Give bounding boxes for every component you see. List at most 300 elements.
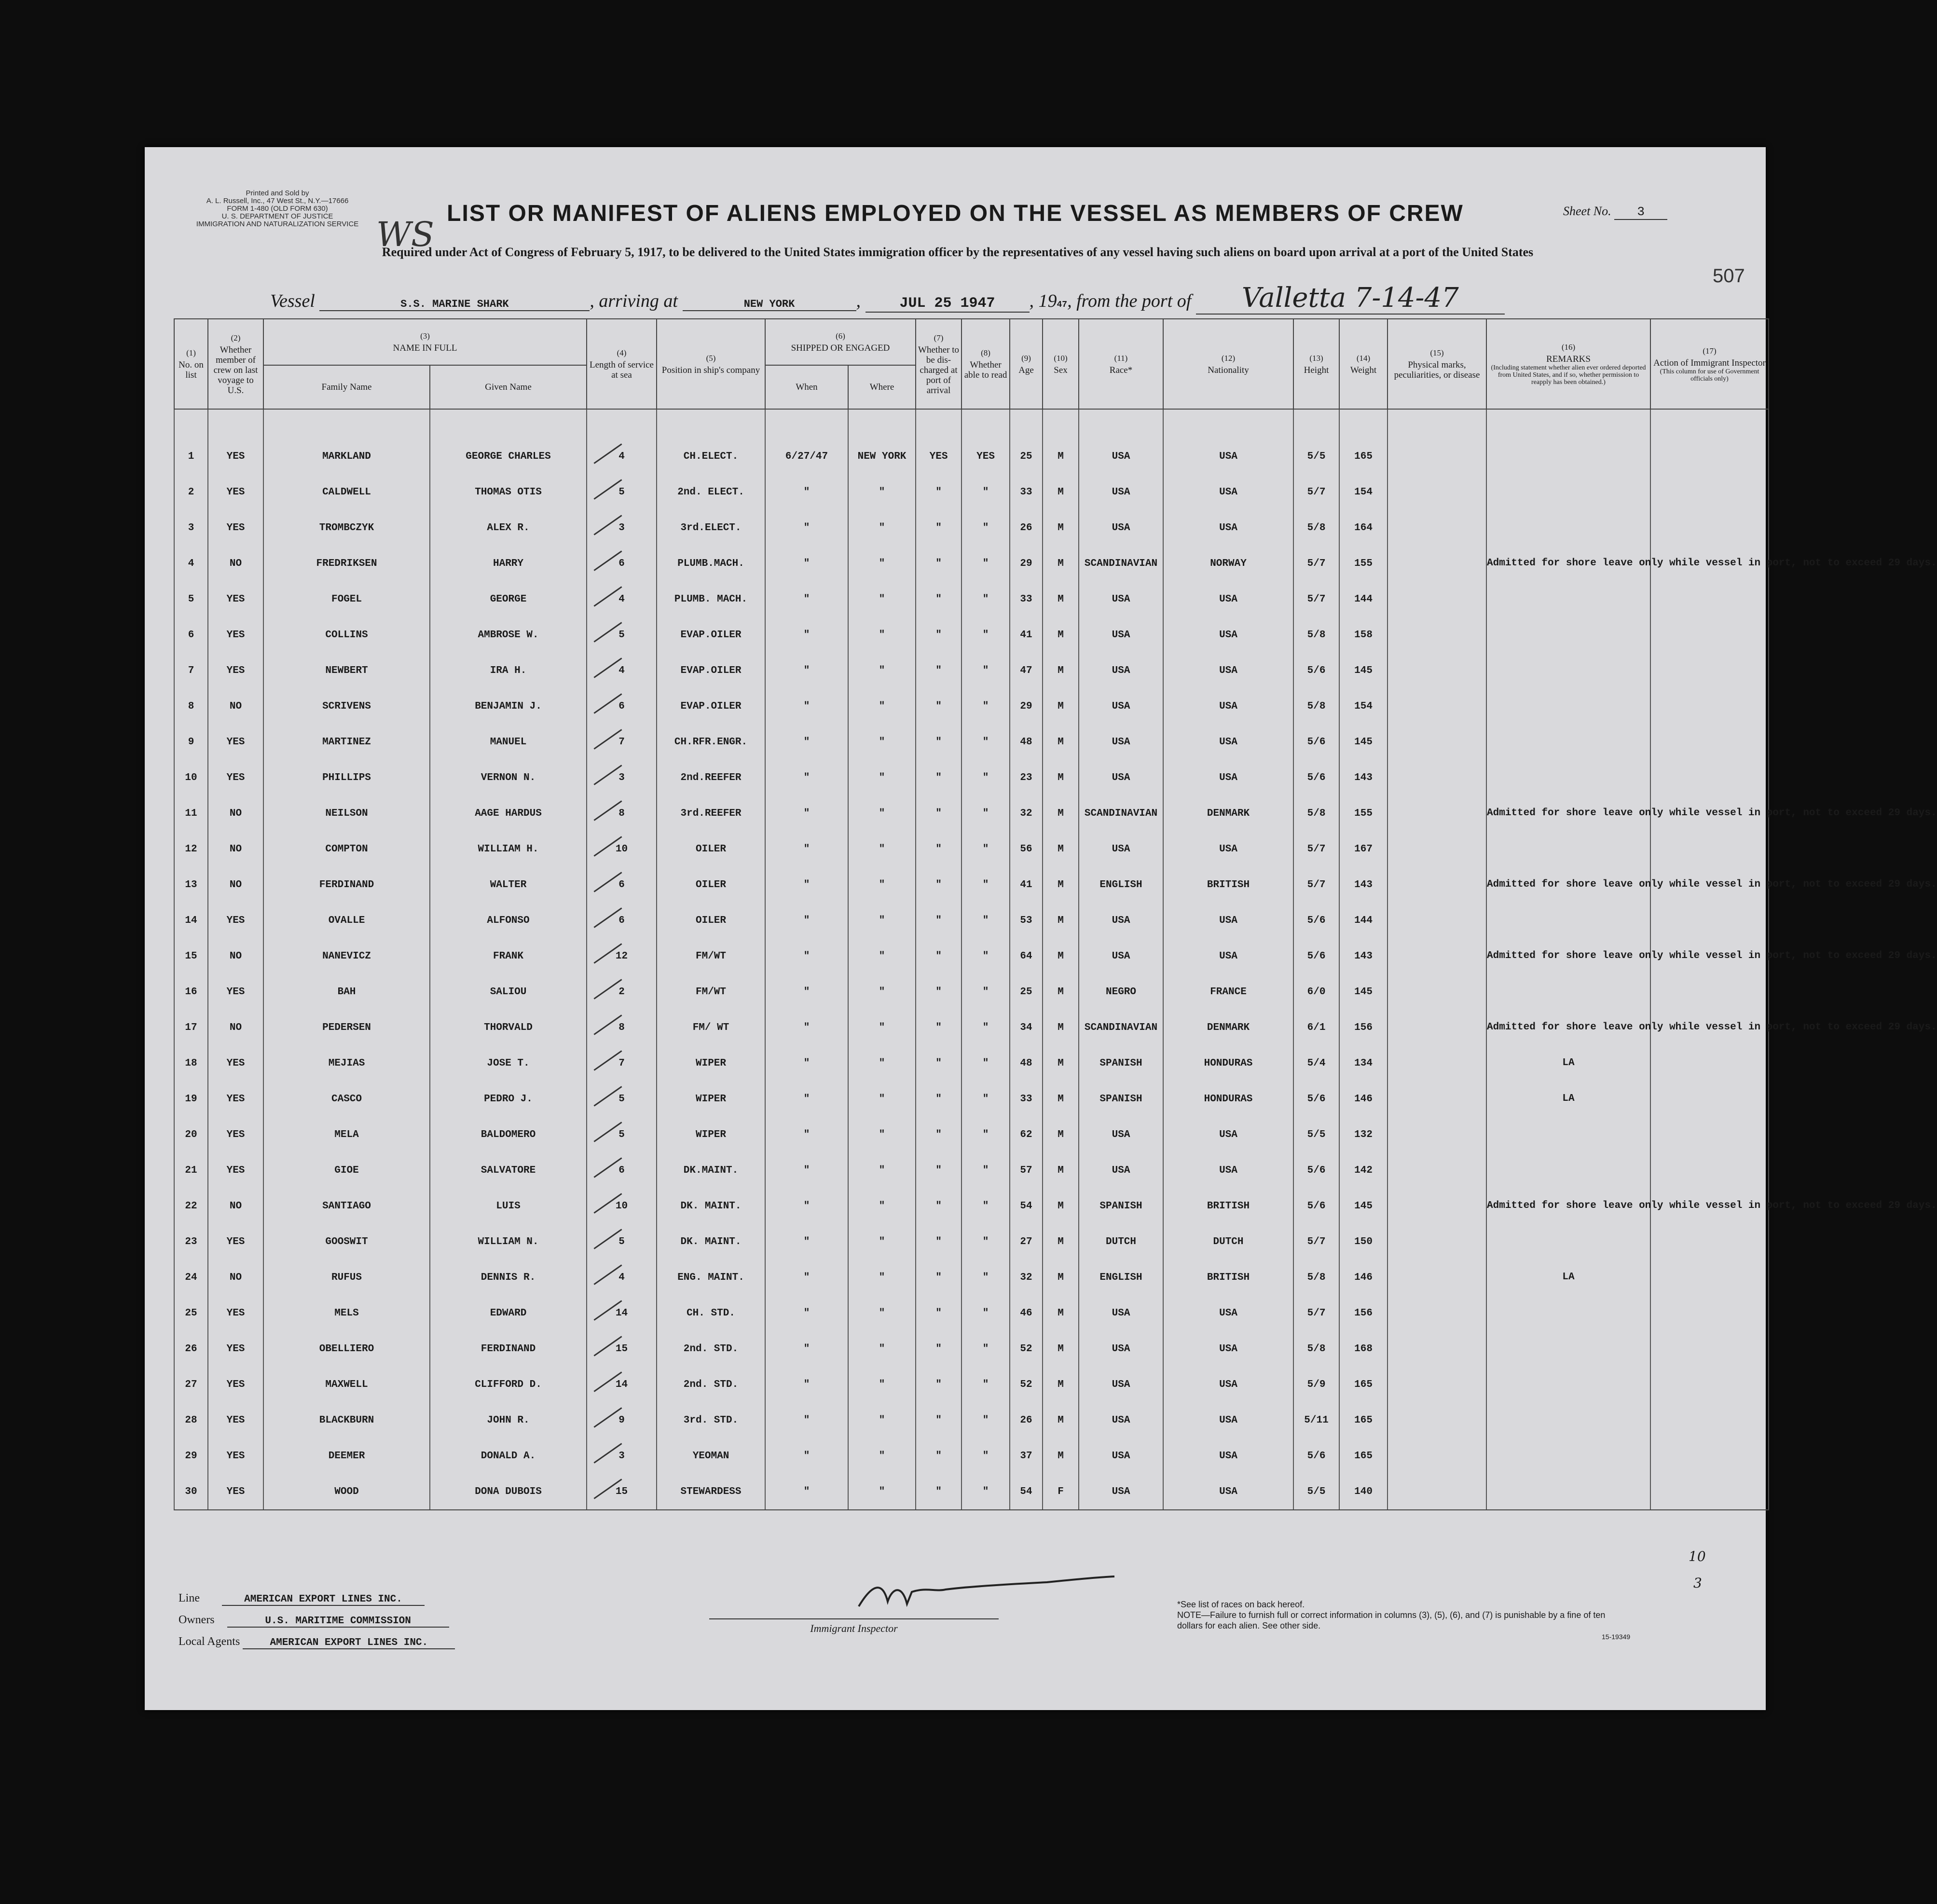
empty-cell — [1387, 760, 1486, 795]
crew-manifest-table — [174, 318, 1937, 1510]
col-header-length-service: (4) Length of service at sea — [587, 319, 657, 409]
cell-position: OILER — [657, 903, 765, 938]
cell-row-number: 18 — [174, 1045, 208, 1081]
cell-shipped-where: " — [848, 831, 916, 867]
cell-height: 5/11 — [1293, 1402, 1339, 1438]
cell-given-name: JOHN R. — [430, 1402, 587, 1438]
cell-length-service: 5 — [587, 617, 657, 653]
empty-cell — [1650, 653, 1769, 688]
cell-shipped-where: " — [848, 1367, 916, 1402]
cell-age: 29 — [1010, 546, 1043, 581]
cell-length-service: 9 — [587, 1402, 657, 1438]
cell-given-name: WALTER — [430, 867, 587, 903]
cell-sex: M — [1043, 438, 1079, 474]
empty-cell — [1387, 1010, 1486, 1045]
table-row — [174, 1010, 1769, 1045]
cell-age: 64 — [1010, 938, 1043, 974]
cell-position: 2nd. ELECT. — [657, 474, 765, 510]
cell-height: 6/0 — [1293, 974, 1339, 1010]
cell-weight: 165 — [1339, 1438, 1387, 1474]
tally-mark — [593, 1157, 622, 1178]
cell-able-read: " — [962, 1260, 1010, 1295]
tally-mark — [593, 693, 622, 714]
empty-cell — [1387, 1045, 1486, 1081]
vessel-name: S.S. MARINE SHARK — [319, 298, 590, 311]
cell-shipped-when: " — [765, 1152, 848, 1188]
cell-shipped-where: " — [848, 795, 916, 831]
cell-given-name: JOSE T. — [430, 1045, 587, 1081]
printer-line: U. S. DEPARTMENT OF JUSTICE — [221, 212, 333, 220]
cell-shipped-when: " — [765, 617, 848, 653]
cell-race: USA — [1079, 1331, 1163, 1367]
empty-cell — [1387, 1117, 1486, 1152]
cell-nationality: BRITISH — [1163, 1260, 1293, 1295]
cell-height: 5/6 — [1293, 903, 1339, 938]
empty-cell — [1387, 1188, 1486, 1224]
cell-last-voyage: YES — [208, 1295, 263, 1331]
tally-mark — [593, 765, 622, 785]
cell-remarks — [1486, 617, 1650, 653]
cell-shipped-where: " — [848, 1260, 916, 1295]
cell-nationality: USA — [1163, 1474, 1293, 1510]
cell-given-name: IRA H. — [430, 653, 587, 688]
cell-position: FM/ WT — [657, 1010, 765, 1045]
cell-sex: M — [1043, 1367, 1079, 1402]
cell-height: 5/8 — [1293, 795, 1339, 831]
cell-shipped-when: " — [765, 1474, 848, 1510]
sheet-number — [1563, 204, 1667, 220]
cell-height: 5/9 — [1293, 1367, 1339, 1402]
immigrant-inspector-label: Immigrant Inspector — [709, 1618, 999, 1635]
cell-position: 2nd.REEFER — [657, 760, 765, 795]
cell-age: 54 — [1010, 1474, 1043, 1510]
from-port: Valletta 7-14-47 — [1196, 282, 1505, 315]
cell-shipped-when: " — [765, 1331, 848, 1367]
cell-nationality: DUTCH — [1163, 1224, 1293, 1260]
cell-row-number: 2 — [174, 474, 208, 510]
cell-row-number: 26 — [174, 1331, 208, 1367]
cell-height: 5/8 — [1293, 688, 1339, 724]
cell-family-name: COMPTON — [263, 831, 430, 867]
footer-note — [1177, 1599, 1611, 1631]
tally-mark — [593, 515, 622, 535]
cell-position: STEWARDESS — [657, 1474, 765, 1510]
cell-shipped-when: " — [765, 546, 848, 581]
cell-discharged: " — [916, 1260, 962, 1295]
cell-nationality: HONDURAS — [1163, 1045, 1293, 1081]
cell-given-name: GEORGE — [430, 581, 587, 617]
tally-mark — [593, 443, 622, 464]
cell-family-name: COLLINS — [263, 617, 430, 653]
cell-sex: M — [1043, 1438, 1079, 1474]
cell-given-name: DENNIS R. — [430, 1260, 587, 1295]
empty-cell — [1387, 1474, 1486, 1510]
cell-row-number: 5 — [174, 581, 208, 617]
cell-discharged: " — [916, 974, 962, 1010]
tally-mark — [593, 1407, 622, 1428]
cell-age: 52 — [1010, 1367, 1043, 1402]
cell-last-voyage: YES — [208, 1117, 263, 1152]
printer-line: A. L. Russell, Inc., 47 West St., N.Y.—17666 — [206, 197, 349, 205]
cell-row-number: 24 — [174, 1260, 208, 1295]
agents-label: Local Agents — [179, 1635, 240, 1648]
cell-height: 5/6 — [1293, 1152, 1339, 1188]
cell-given-name: BALDOMERO — [430, 1117, 587, 1152]
cell-last-voyage: NO — [208, 831, 263, 867]
cell-family-name: BAH — [263, 974, 430, 1010]
table-row — [174, 1295, 1769, 1331]
cell-nationality: USA — [1163, 831, 1293, 867]
cell-length-service: 8 — [587, 1010, 657, 1045]
cell-position: 2nd. STD. — [657, 1331, 765, 1367]
cell-row-number: 4 — [174, 546, 208, 581]
cell-last-voyage: YES — [208, 474, 263, 510]
cell-weight: 145 — [1339, 653, 1387, 688]
cell-weight: 146 — [1339, 1081, 1387, 1117]
cell-able-read: " — [962, 546, 1010, 581]
cell-family-name: OVALLE — [263, 903, 430, 938]
cell-discharged: " — [916, 474, 962, 510]
arriving-port: NEW YORK — [683, 298, 856, 311]
cell-length-service: 3 — [587, 1438, 657, 1474]
empty-cell — [1387, 1331, 1486, 1367]
cell-discharged: " — [916, 1402, 962, 1438]
cell-row-number: 27 — [174, 1367, 208, 1402]
cell-height: 5/7 — [1293, 1224, 1339, 1260]
cell-shipped-when: " — [765, 1367, 848, 1402]
empty-cell — [1650, 1295, 1769, 1331]
cell-race: SPANISH — [1079, 1045, 1163, 1081]
cell-length-service: 3 — [587, 760, 657, 795]
cell-age: 56 — [1010, 831, 1043, 867]
table-header — [174, 319, 1769, 409]
cell-discharged: " — [916, 1331, 962, 1367]
cell-last-voyage: YES — [208, 617, 263, 653]
cell-race: USA — [1079, 1152, 1163, 1188]
cell-race: SCANDINAVIAN — [1079, 546, 1163, 581]
empty-cell — [1387, 1260, 1486, 1295]
from-port-label: , from the port of — [1067, 291, 1192, 311]
table-row — [174, 474, 1769, 510]
cell-race: SCANDINAVIAN — [1079, 1010, 1163, 1045]
cell-row-number: 28 — [174, 1402, 208, 1438]
cell-length-service: 6 — [587, 1152, 657, 1188]
col-header-when: When — [765, 365, 848, 409]
cell-height: 5/5 — [1293, 1474, 1339, 1510]
cell-given-name: ALEX R. — [430, 510, 587, 546]
cell-discharged: " — [916, 1224, 962, 1260]
cell-discharged: " — [916, 653, 962, 688]
cell-discharged: " — [916, 546, 962, 581]
cell-shipped-when: " — [765, 795, 848, 831]
cell-nationality: USA — [1163, 581, 1293, 617]
footer-line — [179, 1592, 425, 1606]
empty-cell — [1650, 1367, 1769, 1402]
cell-age: 47 — [1010, 653, 1043, 688]
cell-family-name: MARKLAND — [263, 438, 430, 474]
cell-sex: M — [1043, 1224, 1079, 1260]
cell-sex: M — [1043, 1331, 1079, 1367]
cell-shipped-where: " — [848, 1474, 916, 1510]
cell-sex: M — [1043, 831, 1079, 867]
cell-last-voyage: YES — [208, 760, 263, 795]
cell-family-name: FREDRIKSEN — [263, 546, 430, 581]
cell-family-name: MELS — [263, 1295, 430, 1331]
printer-line: FORM 1-480 (OLD FORM 630) — [227, 205, 328, 213]
cell-family-name: FERDINAND — [263, 867, 430, 903]
table-row — [174, 903, 1769, 938]
cell-race: USA — [1079, 938, 1163, 974]
cell-shipped-where: " — [848, 1224, 916, 1260]
cell-weight: 145 — [1339, 1188, 1387, 1224]
cell-row-number: 12 — [174, 831, 208, 867]
tally-mark — [593, 1050, 622, 1071]
cell-row-number: 16 — [174, 974, 208, 1010]
cell-weight: 145 — [1339, 724, 1387, 760]
cell-shipped-where: " — [848, 1438, 916, 1474]
cell-weight: 156 — [1339, 1010, 1387, 1045]
cell-last-voyage: NO — [208, 1260, 263, 1295]
cell-shipped-when: " — [765, 867, 848, 903]
cell-sex: M — [1043, 474, 1079, 510]
cell-position: DK. MAINT. — [657, 1188, 765, 1224]
cell-race: USA — [1079, 581, 1163, 617]
cell-shipped-where: " — [848, 1331, 916, 1367]
cell-shipped-where: " — [848, 617, 916, 653]
cell-race: SCANDINAVIAN — [1079, 795, 1163, 831]
cell-discharged: YES — [916, 438, 962, 474]
empty-cell — [1387, 1438, 1486, 1474]
cell-able-read: " — [962, 581, 1010, 617]
cell-height: 5/8 — [1293, 1331, 1339, 1367]
cell-length-service: 6 — [587, 688, 657, 724]
table-row — [174, 1402, 1769, 1438]
footer-agents — [179, 1635, 455, 1649]
table-row — [174, 724, 1769, 760]
empty-cell — [1650, 760, 1769, 795]
inspector-initials: WS — [376, 215, 434, 254]
cell-remarks — [1486, 1295, 1650, 1331]
tally-mark — [593, 836, 622, 857]
cell-shipped-where: " — [848, 581, 916, 617]
cell-able-read: " — [962, 938, 1010, 974]
col-header-physical-marks: (15) Physical marks, peculiarities, or disease — [1387, 319, 1486, 409]
cell-position: YEOMAN — [657, 1438, 765, 1474]
empty-cell — [1387, 1224, 1486, 1260]
cell-shipped-where: " — [848, 938, 916, 974]
cell-discharged: " — [916, 617, 962, 653]
cell-last-voyage: YES — [208, 974, 263, 1010]
cell-race: USA — [1079, 724, 1163, 760]
table-row — [174, 546, 1769, 581]
col-header-name: (3) NAME IN FULL — [263, 319, 587, 365]
cell-shipped-where: NEW YORK — [848, 438, 916, 474]
cell-row-number: 20 — [174, 1117, 208, 1152]
cell-race: DUTCH — [1079, 1224, 1163, 1260]
cell-height: 5/7 — [1293, 1295, 1339, 1331]
cell-weight: 146 — [1339, 1260, 1387, 1295]
cell-row-number: 7 — [174, 653, 208, 688]
arrival-date-stamp: JUL 25 1947 — [865, 295, 1030, 313]
table-row — [174, 1045, 1769, 1081]
cell-last-voyage: YES — [208, 1081, 263, 1117]
cell-height: 5/6 — [1293, 653, 1339, 688]
empty-cell — [1387, 688, 1486, 724]
cell-able-read: " — [962, 903, 1010, 938]
cell-able-read: " — [962, 795, 1010, 831]
empty-cell — [1387, 1081, 1486, 1117]
cell-length-service: 8 — [587, 795, 657, 831]
cell-height: 5/8 — [1293, 510, 1339, 546]
cell-discharged: " — [916, 724, 962, 760]
cell-shipped-where: " — [848, 1045, 916, 1081]
cell-nationality: USA — [1163, 724, 1293, 760]
table-row — [174, 974, 1769, 1010]
cell-family-name: DEEMER — [263, 1438, 430, 1474]
cell-row-number: 9 — [174, 724, 208, 760]
cell-family-name: GOOSWIT — [263, 1224, 430, 1260]
empty-cell — [1650, 1045, 1769, 1081]
table-row — [174, 510, 1769, 546]
tally-mark — [593, 550, 622, 571]
cell-row-number: 30 — [174, 1474, 208, 1510]
cell-row-number: 15 — [174, 938, 208, 974]
col-header-nationality: (12) Nationality — [1163, 319, 1293, 409]
cell-family-name: CALDWELL — [263, 474, 430, 510]
cell-age: 29 — [1010, 688, 1043, 724]
cell-age: 48 — [1010, 724, 1043, 760]
table-row — [174, 795, 1769, 831]
cell-weight: 155 — [1339, 795, 1387, 831]
cell-weight: 165 — [1339, 1367, 1387, 1402]
empty-cell — [1650, 1260, 1769, 1295]
cell-discharged: " — [916, 1010, 962, 1045]
cell-able-read: " — [962, 1402, 1010, 1438]
cell-given-name: EDWARD — [430, 1295, 587, 1331]
cell-age: 41 — [1010, 617, 1043, 653]
cell-sex: M — [1043, 1260, 1079, 1295]
cell-weight: 167 — [1339, 831, 1387, 867]
cell-length-service: 15 — [587, 1331, 657, 1367]
cell-shipped-where: " — [848, 724, 916, 760]
cell-last-voyage: NO — [208, 938, 263, 974]
cell-shipped-where: " — [848, 1081, 916, 1117]
cell-given-name: MANUEL — [430, 724, 587, 760]
empty-cell — [1387, 1295, 1486, 1331]
empty-cell — [1650, 1402, 1769, 1438]
cell-race: USA — [1079, 474, 1163, 510]
table-body — [174, 409, 1937, 1510]
cell-discharged: " — [916, 688, 962, 724]
cell-discharged: " — [916, 867, 962, 903]
cell-weight: 144 — [1339, 903, 1387, 938]
cell-weight: 143 — [1339, 867, 1387, 903]
cell-discharged: " — [916, 795, 962, 831]
empty-cell — [1387, 1152, 1486, 1188]
cell-given-name: AMBROSE W. — [430, 617, 587, 653]
cell-remarks — [1486, 474, 1650, 510]
cell-discharged: " — [916, 510, 962, 546]
arriving-label: , arriving at — [590, 291, 678, 311]
cell-age: 41 — [1010, 867, 1043, 903]
cell-last-voyage: YES — [208, 1367, 263, 1402]
cell-height: 5/8 — [1293, 617, 1339, 653]
cell-position: 2nd. STD. — [657, 1367, 765, 1402]
cell-position: WIPER — [657, 1081, 765, 1117]
cell-discharged: " — [916, 1188, 962, 1224]
cell-able-read: " — [962, 1117, 1010, 1152]
tally-mark — [593, 1193, 622, 1214]
cell-nationality: NORWAY — [1163, 546, 1293, 581]
tally-mark — [593, 1229, 622, 1249]
cell-remarks — [1486, 1152, 1650, 1188]
cell-nationality: USA — [1163, 1295, 1293, 1331]
cell-sex: M — [1043, 1295, 1079, 1331]
manifest-sheet — [145, 147, 1937, 1710]
tally-mark — [593, 1122, 622, 1142]
cell-weight: 155 — [1339, 546, 1387, 581]
cell-row-number: 6 — [174, 617, 208, 653]
cell-race: USA — [1079, 1402, 1163, 1438]
cell-nationality: FRANCE — [1163, 974, 1293, 1010]
cell-sex: M — [1043, 653, 1079, 688]
empty-cell — [1387, 474, 1486, 510]
cell-shipped-when: " — [765, 1010, 848, 1045]
cell-family-name: CASCO — [263, 1081, 430, 1117]
empty-cell — [1650, 1438, 1769, 1474]
cell-nationality: USA — [1163, 688, 1293, 724]
cell-row-number: 3 — [174, 510, 208, 546]
cell-race: ENGLISH — [1079, 1260, 1163, 1295]
cell-able-read: " — [962, 510, 1010, 546]
cell-weight: 140 — [1339, 1474, 1387, 1510]
table-row — [174, 1081, 1769, 1117]
vessel-label: Vessel — [270, 291, 315, 311]
cell-length-service: 10 — [587, 1188, 657, 1224]
cell-shipped-when: " — [765, 653, 848, 688]
cell-height: 5/6 — [1293, 724, 1339, 760]
cell-last-voyage: YES — [208, 903, 263, 938]
empty-cell — [1387, 938, 1486, 974]
cell-able-read: " — [962, 617, 1010, 653]
cell-shipped-where: " — [848, 760, 916, 795]
col-header-last-voyage: (2) Whether member of crew on last voyage to U.S. — [208, 319, 263, 409]
tally-mark — [593, 1336, 622, 1356]
owners-value: U.S. MARITIME COMMISSION — [227, 1616, 449, 1628]
printer-line: IMMIGRATION AND NATURALIZATION SERVICE — [196, 220, 359, 228]
cell-age: 62 — [1010, 1117, 1043, 1152]
cell-length-service: 6 — [587, 903, 657, 938]
cell-weight: 150 — [1339, 1224, 1387, 1260]
cell-last-voyage: YES — [208, 1402, 263, 1438]
cell-height: 5/6 — [1293, 760, 1339, 795]
col-header-sex: (10) Sex — [1043, 319, 1079, 409]
table-row — [174, 831, 1769, 867]
cell-row-number: 23 — [174, 1224, 208, 1260]
cell-age: 34 — [1010, 1010, 1043, 1045]
cell-given-name: SALIOU — [430, 974, 587, 1010]
empty-cell — [1387, 831, 1486, 867]
table-row — [174, 760, 1769, 795]
cell-able-read: " — [962, 474, 1010, 510]
printer-line: Printed and Sold by — [246, 189, 309, 197]
cell-race: USA — [1079, 653, 1163, 688]
cell-given-name: AAGE HARDUS — [430, 795, 587, 831]
cell-height: 5/7 — [1293, 546, 1339, 581]
empty-cell — [1650, 1331, 1769, 1367]
year-label: , 19 — [1029, 291, 1057, 311]
cell-sex: M — [1043, 1402, 1079, 1438]
